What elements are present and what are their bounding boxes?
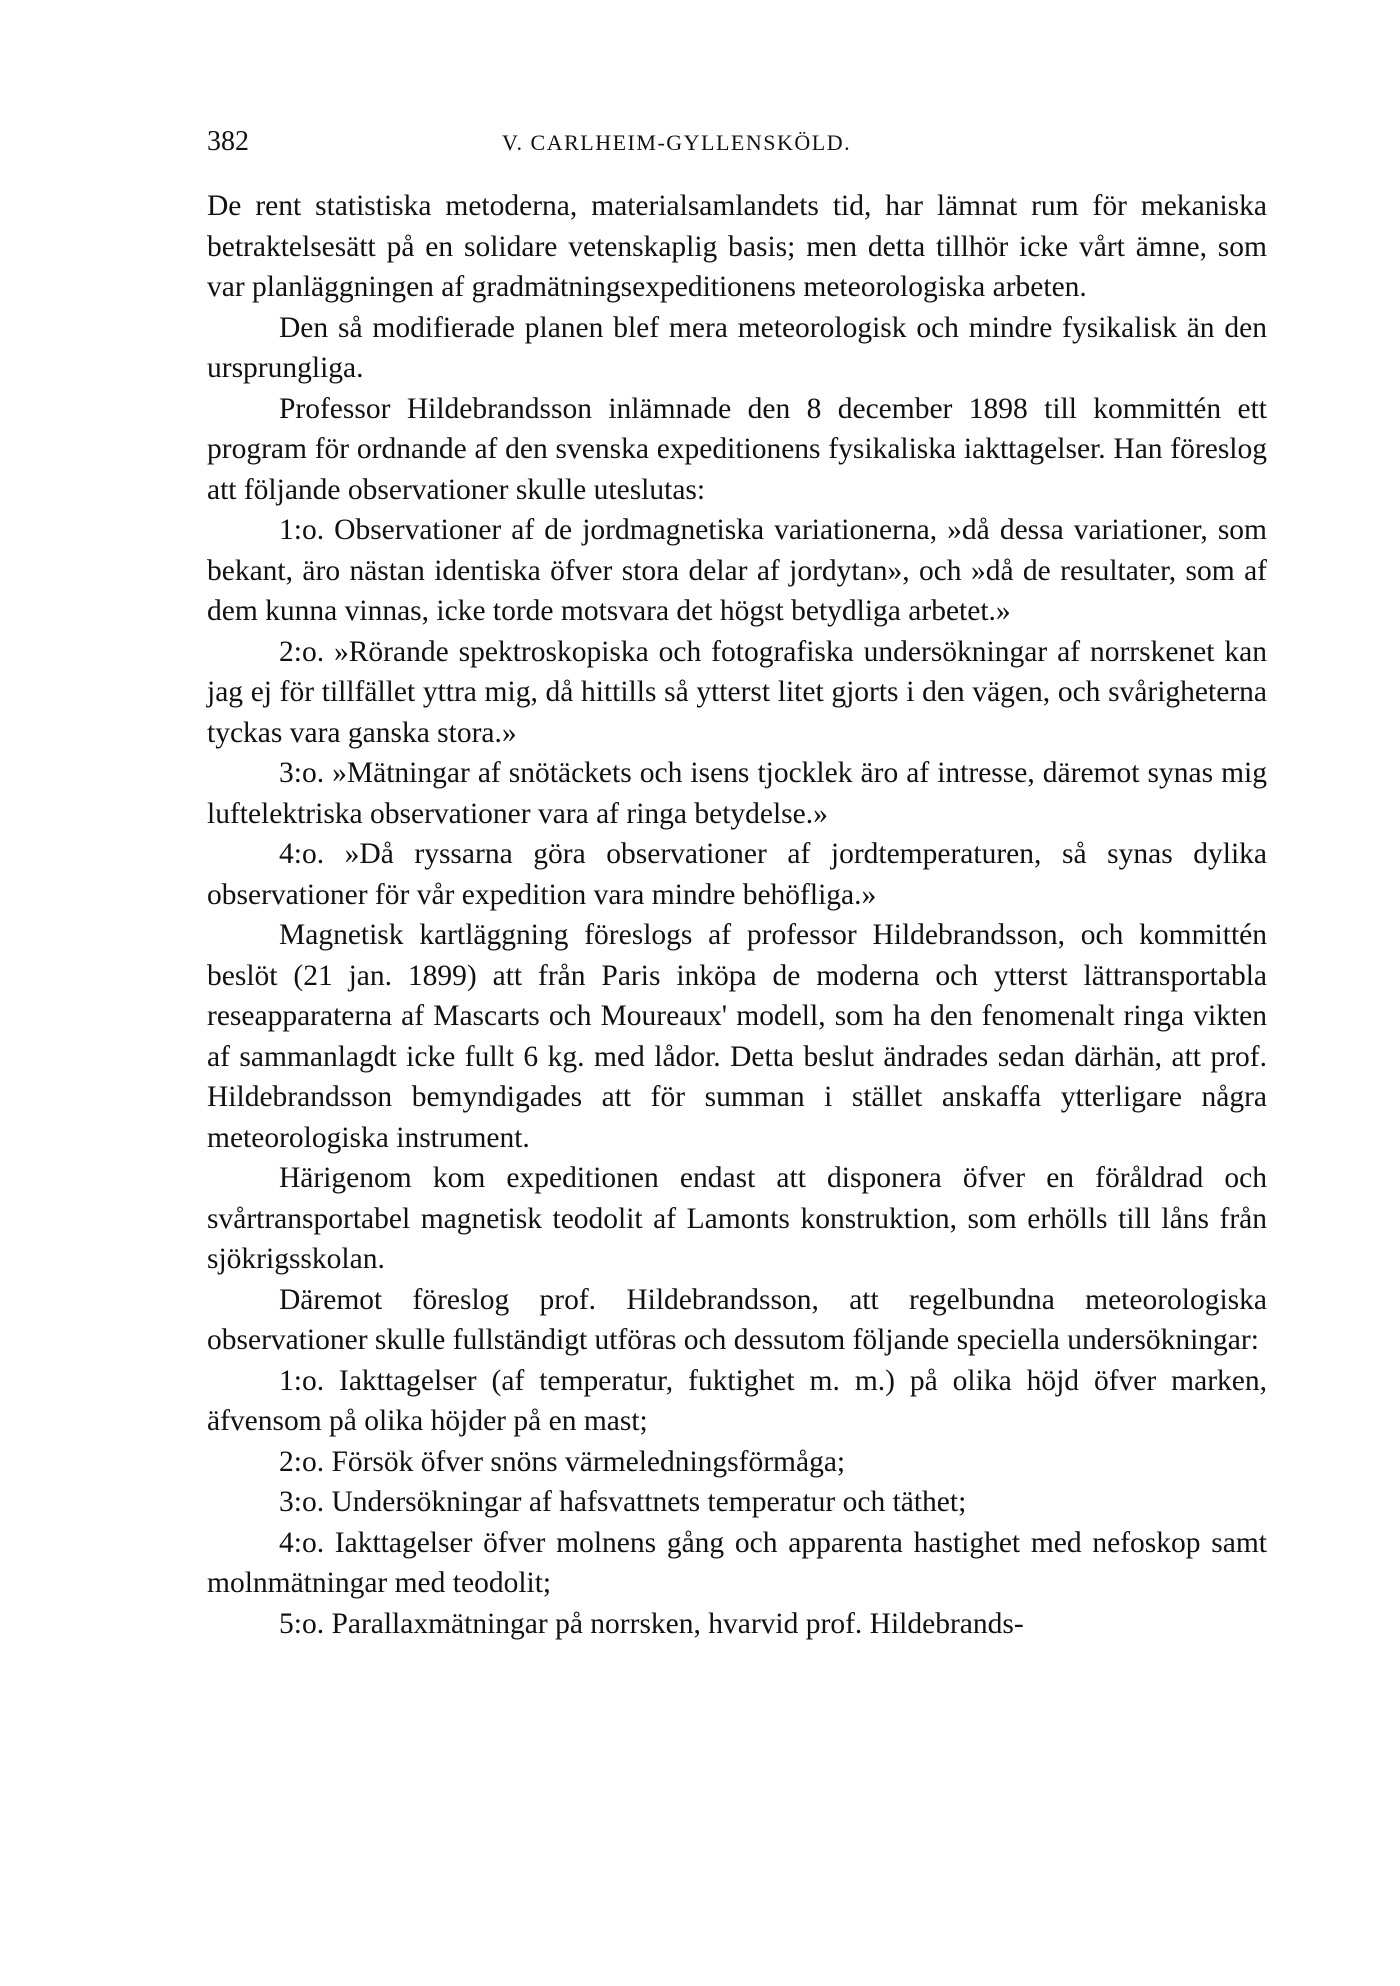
body-text xyxy=(207,186,1267,1644)
paragraph: 2:o. »Rörande spektroskopiska och fotografiska undersökningar af norrskenet kan jag ej för tillfället yttra mig, då hittills så ytterst litet gjorts i den vägen, och svårigheterna tyckas vara ganska stora.» xyxy=(207,635,1267,749)
paragraph: 4:o. Iakttagelser öfver molnens gång och apparenta hastighet med nefoskop samt molnmätningar med teodolit; xyxy=(207,1526,1267,1599)
paragraph: Professor Hildebrandsson inlämnade den 8 december 1898 till kommittén ett program för ordnande af den svenska expeditionens fysikaliska iakttagelser. Han föreslog att följande observationer skulle uteslutas: xyxy=(207,392,1267,506)
running-head: V. CARLHEIM-GYLLENSKÖLD. xyxy=(502,130,852,155)
paragraph: 3:o. »Mätningar af snötäckets och isens tjocklek äro af intresse, däremot synas mig luftelektriska observationer vara af ringa betydelse.» xyxy=(207,757,1267,830)
paragraph: Däremot föreslog prof. Hildebrandsson, att regelbundna meteorologiska observationer skulle fullständigt utföras och dessutom följande speciella undersökningar: xyxy=(207,1283,1267,1356)
paragraph: 5:o. Parallaxmätningar på norrsken, hvarvid prof. Hildebrands- xyxy=(279,1607,1024,1640)
paragraph: Den så modifierade planen blef mera meteorologisk och mindre fysikalisk än den ursprungliga. xyxy=(207,311,1267,384)
paragraph: 3:o. Undersökningar af hafsvattnets temperatur och täthet; xyxy=(279,1486,967,1518)
paragraph: 2:o. Försök öfver snöns värmeledningsförmåga; xyxy=(279,1445,846,1478)
paragraph: Härigenom kom expeditionen endast att disponera öfver en föråldrad och svårtransportabel magnetisk teodolit af Lamonts konstruktion, som erhölls till låns från sjökrigsskolan. xyxy=(207,1162,1267,1275)
paragraph: 1:o. Observationer af de jordmagnetiska variationerna, »då dessa variationer, som bekant, äro nästan identiska öfver stora delar af jordytan», och »då de resultater, som af dem kunna vinnas, icke torde motsvara det högst betydliga arbetet.» xyxy=(207,514,1267,627)
paragraph: Magnetisk kartläggning föreslogs af professor Hildebrandsson, och kommittén beslöt (21 jan. 1899) att från Paris inköpa de moderna och ytterst lättransportabla reseapparaterna af Mascarts och Moureaux' modell, som ha den fenomenalt ringa vikten af sammanlagdt icke fullt 6 kg. med lådor. Detta beslut ändrades sedan därhän, att prof. Hildebrandsson bemyndigades att för summan i stället anskaffa ytterligare några meteorologiska instrument. xyxy=(207,919,1267,1154)
paragraph: 1:o. Iakttagelser (af temperatur, fuktighet m. m.) på olika höjd öfver marken, äfvensom på olika höjder på en mast; xyxy=(207,1364,1267,1437)
paragraph: 4:o. »Då ryssarna göra observationer af jordtemperaturen, så synas dylika observationer för vår expedition vara mindre behöfliga.» xyxy=(207,838,1267,911)
page-header xyxy=(207,126,1267,166)
page-number: 382 xyxy=(207,126,249,157)
paragraph: De rent statistiska metoderna, materialsamlandets tid, har lämnat rum för mekaniska betraktelsesätt på en solidare vetenskaplig basis; men detta tillhör icke vårt ämne, som var planläggningen af gradmätningsexpeditionens meteorologiska arbeten. xyxy=(207,190,1267,303)
